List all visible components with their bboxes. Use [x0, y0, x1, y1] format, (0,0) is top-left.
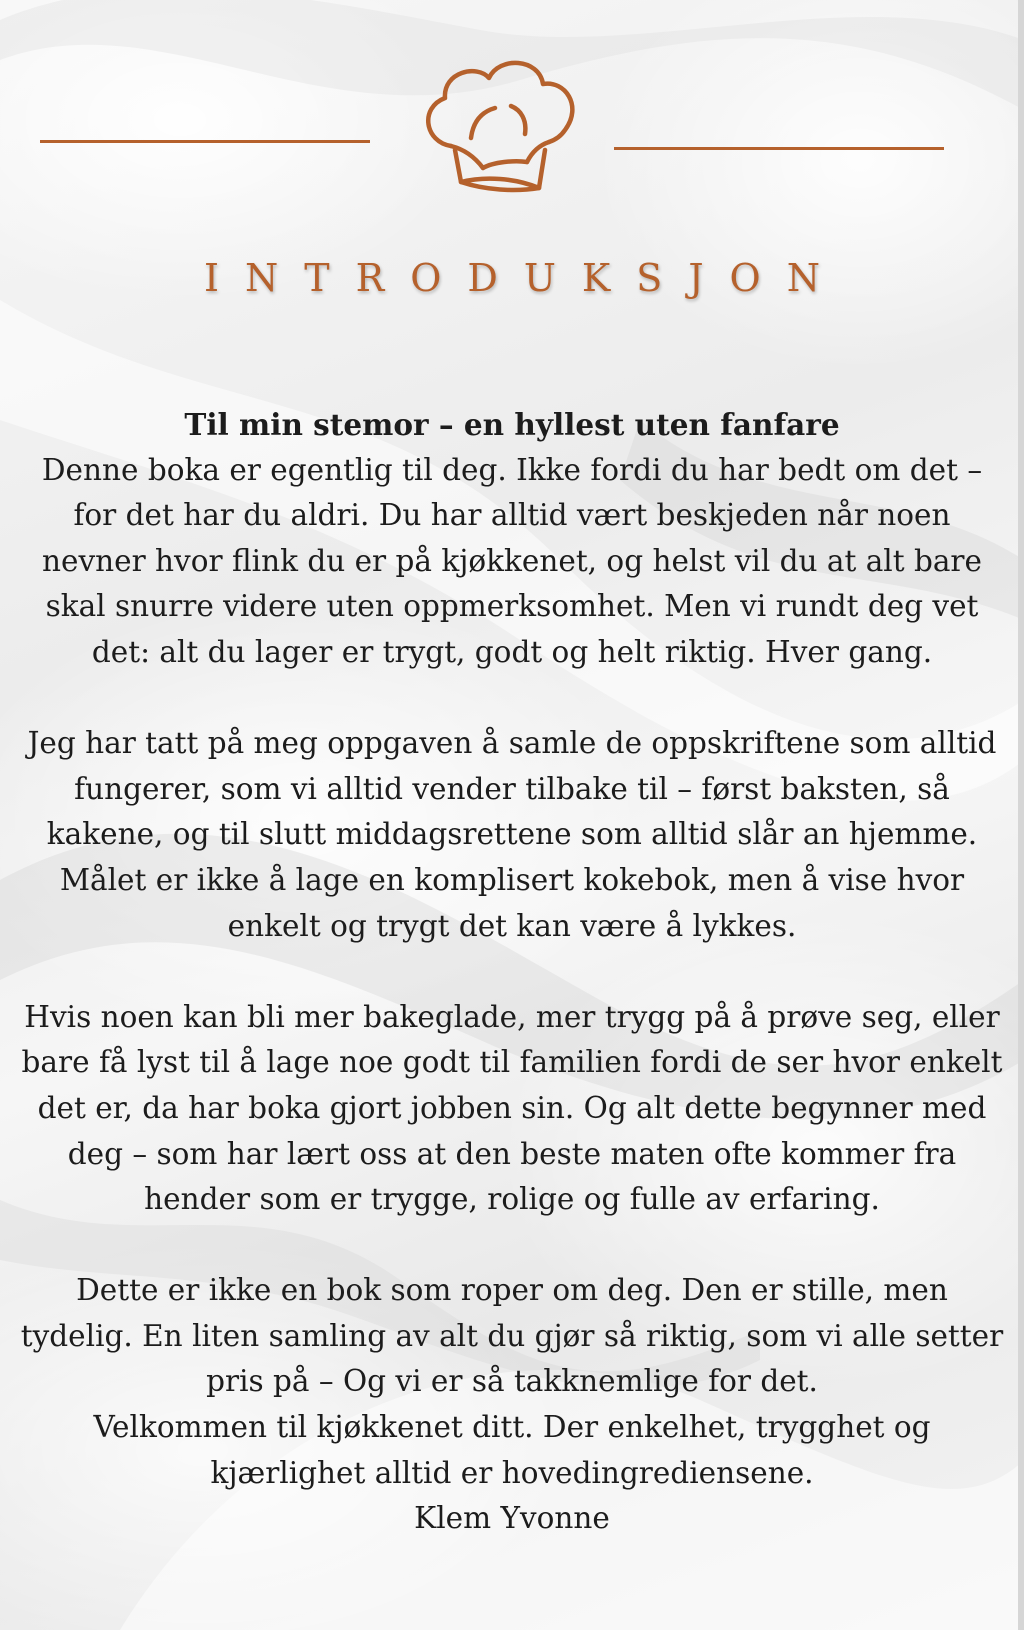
page-heading: INTRODUKSJON: [204, 256, 846, 300]
paragraph-text: Hvis noen kan bli mer bakeglade, mer trygg på å prøve seg, eller bare få lyst til å lage noe godt til familien fordi de ser hvor enkelt det er, da har boka gjort jobben sin. Og alt dette begynner med deg – som har lært oss at den beste maten ofte kommer fra hender som er trygge, rolige og fulle av erfaring.: [21, 999, 1003, 1217]
paragraph-text: Jeg har tatt på meg oppgaven å samle de oppskriftene som alltid fungerer, som vi alltid vender tilbake til – først baksten, så kakene, og til slutt middagsrettene som alltid slår an hjemme. Målet er ikke å lage en komplisert kokebok, men å vise hvor enkelt og trygt det kan være å lykkes.: [27, 726, 997, 943]
divider-left: [40, 140, 370, 143]
signature: Klem Yvonne: [414, 1501, 610, 1536]
intro-paragraph-2: [20, 721, 1004, 949]
closing-line-2: Velkommen til kjøkkenet ditt. Der enkelhet, trygghet og kjærlighet alltid er hovedingrediensene.: [93, 1410, 931, 1490]
page-edge: [1018, 0, 1024, 1630]
closing-paragraph: [20, 1268, 1004, 1542]
chef-hat-icon: [415, 50, 585, 200]
divider-right: [614, 147, 944, 150]
intro-title: Til min stemor – en hyllest uten fanfare: [184, 407, 840, 442]
closing-line-1: Dette er ikke en bok som roper om deg. Den er stille, men tydelig. En liten samling av alt du gjør så riktig, som vi alle setter pris på – Og vi er så takknemlige for det.: [20, 1273, 1004, 1399]
intro-paragraph-3: [20, 995, 1004, 1223]
intro-text: [20, 402, 1004, 1542]
paragraph-text: Denne boka er egentlig til deg. Ikke fordi du har bedt om det – for det har du aldri. Du har alltid vært beskjeden når noen nevner hvor flink du er på kjøkkenet, og helst vil du at alt bare skal snurre videre uten oppmerksomhet. Men vi rundt deg vet det: alt du lager er trygt, godt og helt riktig. Hver gang.: [41, 452, 983, 669]
intro-paragraph-1: [20, 402, 1004, 676]
